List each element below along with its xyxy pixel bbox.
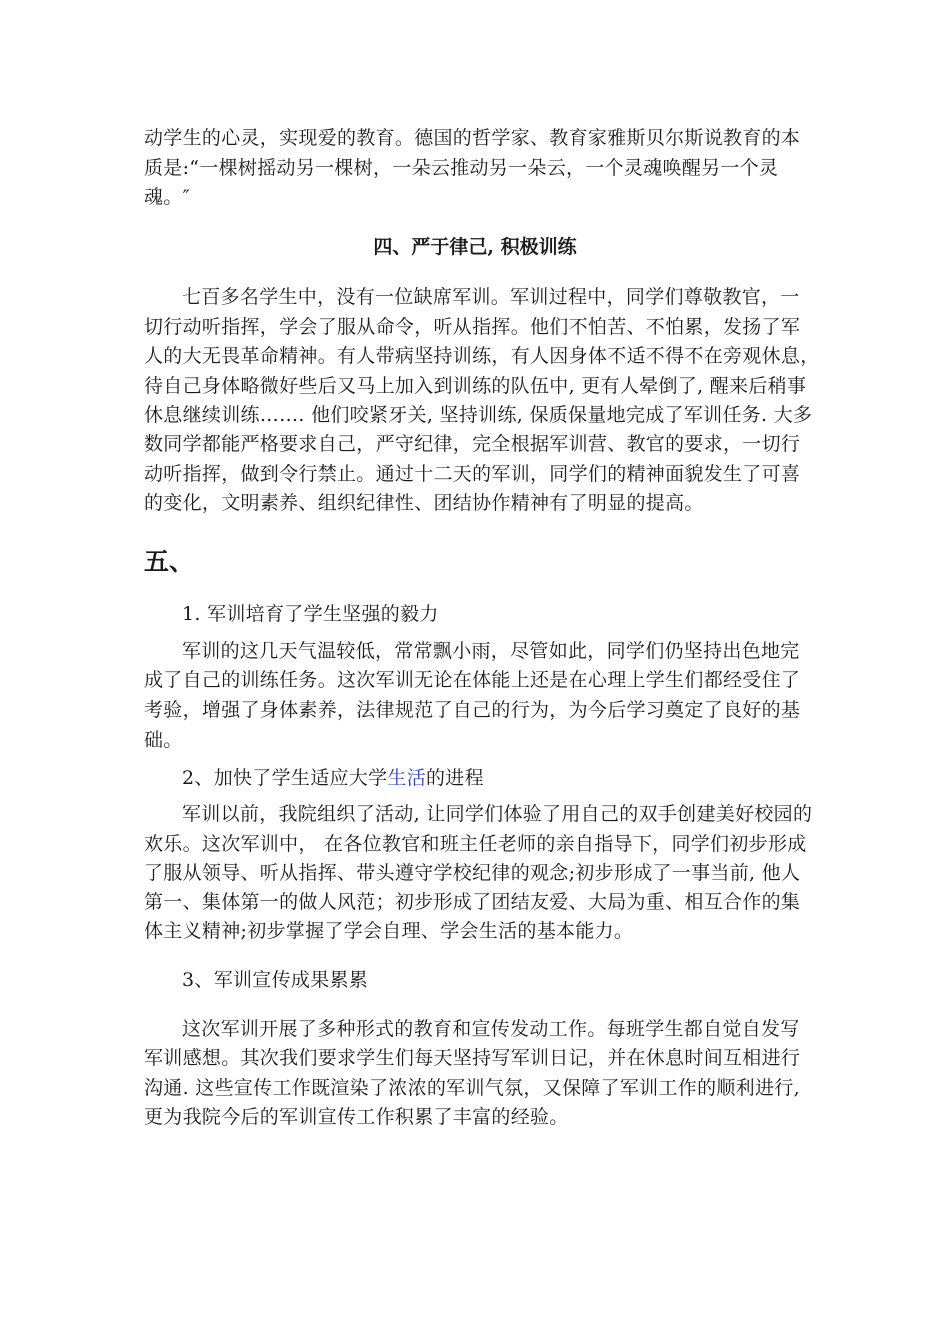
item2-line: 体主义精神;初步掌握了学会自理、学会生活的基本能力。 <box>144 920 634 942</box>
item3-line: 军训感想。其次我们要求学生们每天坚持写军训日记，并在休息时间互相进行 <box>144 1047 801 1069</box>
section4-line: 数同学都能严格要求自己，严守纪律，完全根据军训营、教官的要求，一切行 <box>144 433 801 455</box>
intro-line: 质是:“一棵树摇动另一棵树，一朵云推动另一朵云，一个灵魂唤醒另一个灵 <box>144 157 779 179</box>
intro-line: 动学生的心灵，实现爱的教育。德国的哲学家、教育家雅斯贝尔斯说教育的本 <box>144 127 801 149</box>
item2-line: 军训以前，我院组织了活动, 让同学们体验了用自己的双手创建美好校园的 <box>182 803 813 825</box>
section4-line: 的变化，文明素养、组织纪律性、团结协作精神有了明显的提高。 <box>144 492 704 514</box>
life-link[interactable]: 生活 <box>387 767 426 789</box>
intro-line: 魂。″ <box>144 186 190 208</box>
item2-line: 第一、集体第一的做人风范；初步形成了团结友爱、大局为重、相互合作的集 <box>144 891 801 913</box>
item1-title: 1. 军训培育了学生坚强的毅力 <box>182 603 439 625</box>
item3-line: 更为我院今后的军训宣传工作积累了丰富的经验。 <box>144 1106 569 1128</box>
item2-title-after: 的进程 <box>426 767 484 789</box>
item3-line: 沟通. 这些宣传工作既渲染了浓浓的军训气氛，又保障了军训工作的顺利进行, <box>144 1077 800 1099</box>
item2-line: 了服从领导、听从指挥、带头遵守学校纪律的观念;初步形成了一事当前, 他人 <box>144 862 801 884</box>
item3-title: 3、军训宣传成果累累 <box>182 969 369 991</box>
item2-title <box>182 764 484 792</box>
item1-line: 成了自己的训练任务。这次军训无论在体能上还是在心理上学生们都经受住了 <box>144 669 801 691</box>
section5-heading: 五、 <box>144 547 195 576</box>
item2-title-before: 2、加快了学生适应大学 <box>182 767 388 789</box>
section4-line: 人的大无畏革命精神。有人带病坚持训练，有人因身体不适不得不在旁观休息， <box>144 345 820 367</box>
item3-line: 这次军训开展了多种形式的教育和宣传发动工作。每班学生都自觉自发写 <box>182 1018 800 1040</box>
item1-line: 考验，增强了身体素养，法律规范了自己的行为，为今后学习奠定了良好的基 <box>144 699 801 721</box>
section4-line: 动听指挥，做到令行禁止。通过十二天的军训，同学们的精神面貌发生了可喜 <box>144 463 801 485</box>
item1-line: 础。 <box>144 729 183 751</box>
section4-line: 休息继续训练……. 他们咬紧牙关, 坚持训练, 保质保量地完成了军训任务. 大多 <box>144 404 813 426</box>
section4-line: 待自己身体略微好些后又马上加入到训练的队伍中, 更有人晕倒了, 醒来后稍事 <box>144 375 807 397</box>
item2-line: 欢乐。这次军训中， 在各位教官和班主任老师的亲自指导下，同学们初步形成 <box>144 833 807 855</box>
section4-heading: 四、严于律己, 积极训练 <box>373 236 577 258</box>
item1-line: 军训的这几天气温较低，常常飘小雨，尽管如此，同学们仍坚持出色地完 <box>182 640 800 662</box>
section4-line: 七百多名学生中，没有一位缺席军训。军训过程中，同学们尊敬教官，一 <box>182 286 800 308</box>
section4-line: 切行动听指挥，学会了服从命令，听从指挥。他们不怕苦、不怕累，发扬了军 <box>144 316 801 338</box>
